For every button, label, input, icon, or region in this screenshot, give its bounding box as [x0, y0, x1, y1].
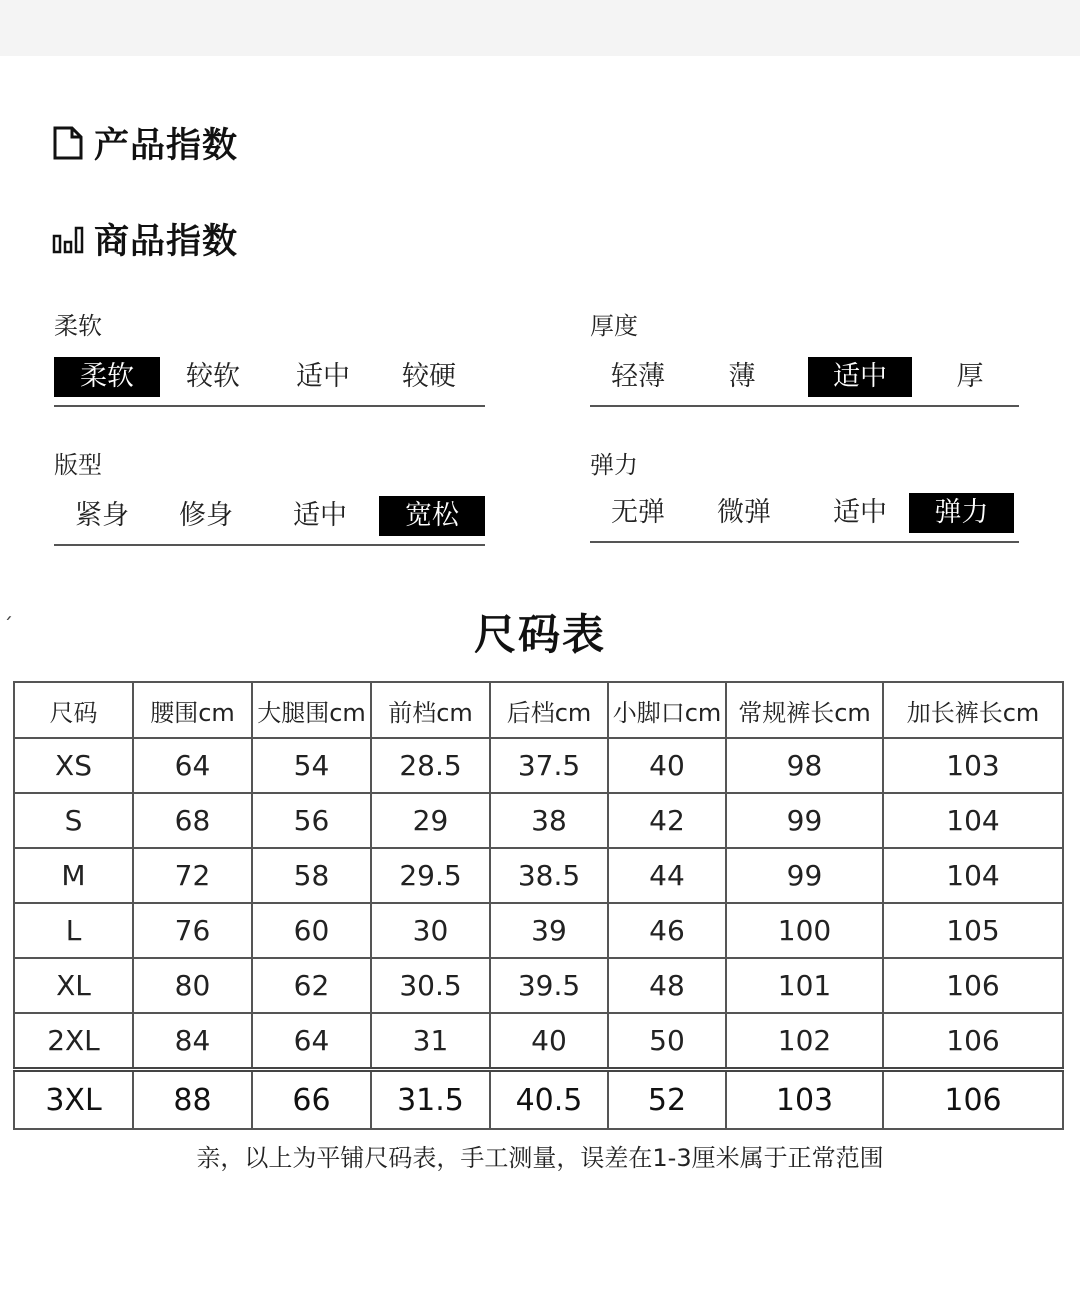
thickness-title: 厚度	[590, 312, 638, 340]
table-cell: 58	[252, 848, 371, 903]
top-bar	[0, 0, 1080, 56]
table-cell: 101	[726, 958, 883, 1013]
stray-mark: ˏ	[3, 596, 13, 620]
fit-option: 紧身	[75, 500, 129, 531]
table-cell: XL	[14, 958, 133, 1013]
elasticity-title: 弹力	[590, 451, 638, 479]
table-cell: 66	[252, 1070, 371, 1130]
table-cell: 106	[883, 1013, 1063, 1070]
table-cell: L	[14, 903, 133, 958]
table-row	[14, 958, 1063, 1013]
fit-option: 修身	[179, 500, 233, 531]
column-header: 大腿围cm	[252, 682, 371, 738]
table-cell: 52	[608, 1070, 726, 1130]
table-row	[14, 738, 1063, 793]
table-cell: 50	[608, 1013, 726, 1070]
table-cell: 106	[883, 958, 1063, 1013]
softness-scale	[54, 357, 485, 407]
document-icon	[52, 126, 84, 160]
column-header: 前档cm	[371, 682, 490, 738]
table-cell: 102	[726, 1013, 883, 1070]
table-cell: 3XL	[14, 1070, 133, 1130]
fit-option: 宽松	[379, 496, 485, 536]
column-header: 腰围cm	[133, 682, 252, 738]
size-chart-table	[13, 681, 1064, 1130]
table-cell: 46	[608, 903, 726, 958]
table-cell: 40	[490, 1013, 608, 1070]
table-cell: 64	[252, 1013, 371, 1070]
goods-index-title: 商品指数	[94, 222, 239, 262]
size-chart-title: 尺码表	[473, 610, 606, 659]
table-cell: 38.5	[490, 848, 608, 903]
table-cell: 99	[726, 848, 883, 903]
table-cell: 80	[133, 958, 252, 1013]
table-cell: 31.5	[371, 1070, 490, 1130]
table-cell: 88	[133, 1070, 252, 1130]
elasticity-option: 无弹	[611, 497, 665, 528]
product-index-title: 产品指数	[94, 126, 239, 166]
elasticity-scale	[590, 493, 1019, 543]
fit-option: 适中	[293, 500, 347, 531]
table-cell: 38	[490, 793, 608, 848]
table-cell: M	[14, 848, 133, 903]
table-row	[14, 848, 1063, 903]
table-cell: 103	[726, 1070, 883, 1130]
table-cell: 84	[133, 1013, 252, 1070]
softness-title: 柔软	[54, 312, 102, 340]
table-cell: 44	[608, 848, 726, 903]
table-cell: 105	[883, 903, 1063, 958]
table-row	[14, 903, 1063, 958]
table-cell: 42	[608, 793, 726, 848]
softness-option: 较软	[186, 361, 240, 392]
column-header: 加长裤长cm	[883, 682, 1063, 738]
table-cell: 100	[726, 903, 883, 958]
softness-option: 适中	[296, 361, 350, 392]
table-cell: 99	[726, 793, 883, 848]
table-cell: 62	[252, 958, 371, 1013]
thickness-option: 薄	[728, 361, 756, 392]
softness-option: 柔软	[54, 357, 160, 397]
table-cell: 31	[371, 1013, 490, 1070]
thickness-scale	[590, 357, 1019, 407]
table-cell: S	[14, 793, 133, 848]
table-cell: 29	[371, 793, 490, 848]
table-cell: 60	[252, 903, 371, 958]
thickness-option: 适中	[808, 357, 912, 397]
goods-index-header	[52, 214, 238, 264]
column-header: 尺码	[14, 682, 133, 738]
elasticity-option: 弹力	[909, 493, 1014, 533]
fit-scale	[54, 496, 485, 546]
table-cell: 39.5	[490, 958, 608, 1013]
table-cell: 30.5	[371, 958, 490, 1013]
column-header: 后档cm	[490, 682, 608, 738]
table-cell: 106	[883, 1070, 1063, 1130]
table-cell: 37.5	[490, 738, 608, 793]
table-cell: 30	[371, 903, 490, 958]
table-cell: 64	[133, 738, 252, 793]
table-row	[14, 1070, 1063, 1130]
elasticity-option: 微弹	[717, 497, 771, 528]
table-cell: 68	[133, 793, 252, 848]
table-cell: 103	[883, 738, 1063, 793]
thickness-option: 轻薄	[611, 361, 665, 392]
table-cell: 2XL	[14, 1013, 133, 1070]
table-cell: 29.5	[371, 848, 490, 903]
table-cell: 54	[252, 738, 371, 793]
column-header: 常规裤长cm	[726, 682, 883, 738]
measurement-note: 亲，以上为平铺尺码表，手工测量，误差在1-3厘米属于正常范围	[196, 1144, 884, 1172]
table-cell: 76	[133, 903, 252, 958]
table-row	[14, 793, 1063, 848]
softness-option: 较硬	[402, 361, 456, 392]
table-cell: 39	[490, 903, 608, 958]
table-cell: 28.5	[371, 738, 490, 793]
table-cell: XS	[14, 738, 133, 793]
table-cell: 56	[252, 793, 371, 848]
column-header: 小脚口cm	[608, 682, 726, 738]
table-header-row	[14, 682, 1063, 738]
table-row	[14, 1013, 1063, 1070]
table-cell: 48	[608, 958, 726, 1013]
table-cell: 104	[883, 848, 1063, 903]
bar-chart-icon	[52, 224, 84, 254]
product-index-header	[52, 118, 238, 168]
elasticity-option: 适中	[833, 497, 887, 528]
table-cell: 72	[133, 848, 252, 903]
thickness-option: 厚	[956, 361, 984, 392]
table-cell: 98	[726, 738, 883, 793]
table-cell: 40.5	[490, 1070, 608, 1130]
fit-title: 版型	[54, 451, 102, 479]
table-cell: 104	[883, 793, 1063, 848]
table-cell: 40	[608, 738, 726, 793]
